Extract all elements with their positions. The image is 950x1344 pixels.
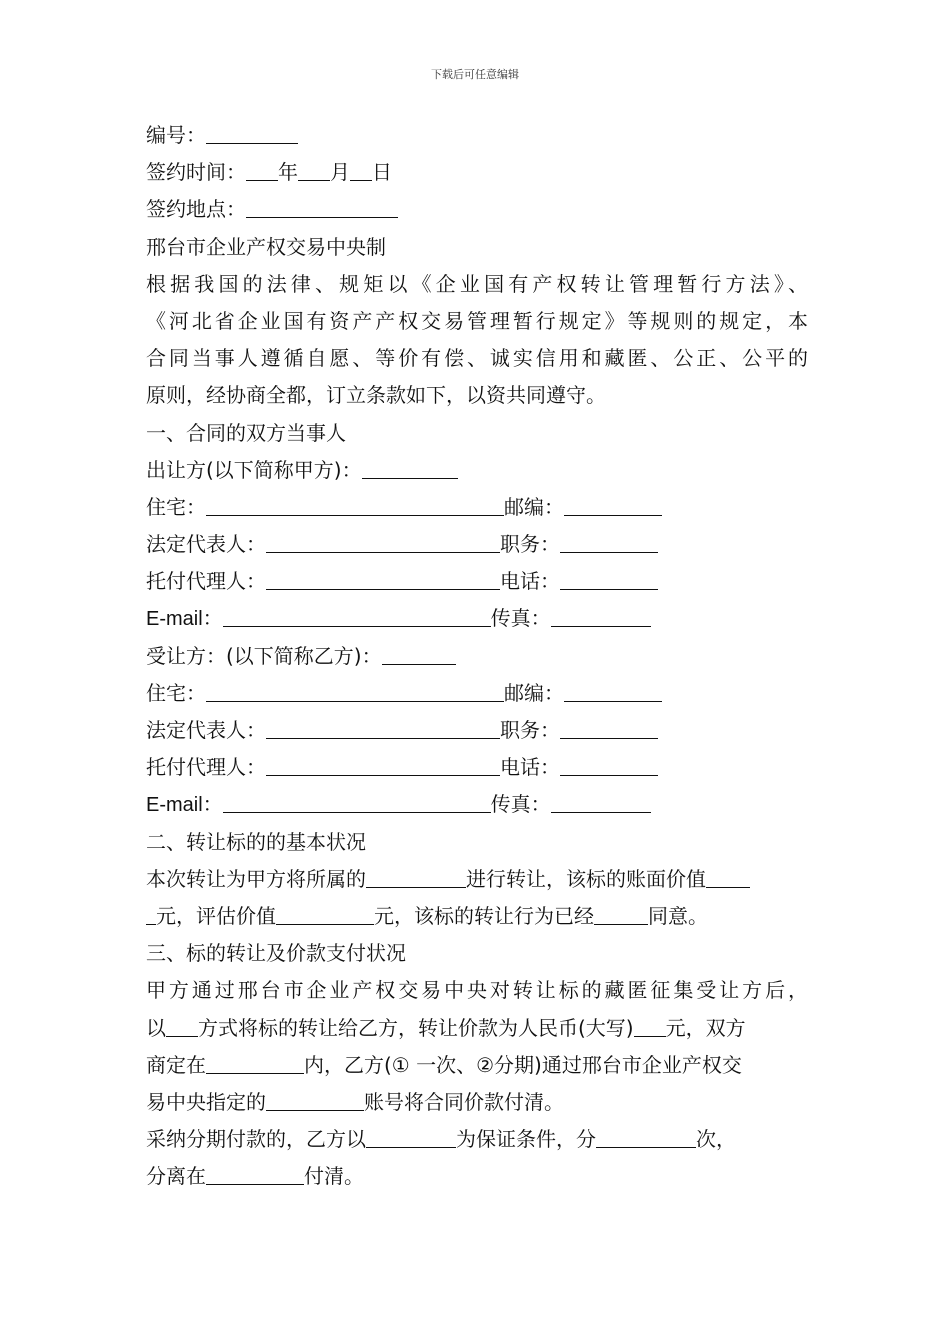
party-b-email-blank[interactable]: [223, 790, 491, 813]
installment-line-1: 采纳分期付款的，乙方以 为保证条件，分 次，: [146, 1127, 736, 1152]
transfer-object-blank[interactable]: [366, 865, 466, 888]
party-a-representative-blank[interactable]: [266, 530, 500, 553]
section-3-heading: 三、标的转让及价款支付状况: [146, 941, 406, 966]
guarantee-condition-blank[interactable]: [366, 1125, 456, 1148]
party-a-address-blank[interactable]: [206, 493, 504, 516]
party-b-address-line: 住宅： 邮编：: [146, 675, 808, 712]
contract-number-blank[interactable]: [206, 121, 298, 144]
book-value-blank[interactable]: [706, 865, 750, 888]
party-a-representative-line: 法定代表人： 职务：: [146, 526, 808, 563]
preamble-line-4: 原则，经协商全都，订立条款如下，以资共同遵守。: [146, 383, 606, 408]
transferee-blank[interactable]: [382, 642, 456, 665]
signing-place-blank[interactable]: [246, 195, 398, 218]
transfer-object-line-2: 元，评估价值 元，该标的转让行为已经 同意。: [146, 898, 808, 935]
month-blank[interactable]: [298, 158, 330, 181]
transferee-line: 受让方：(以下简称乙方)：: [146, 638, 808, 675]
party-b-fax-blank[interactable]: [551, 790, 651, 813]
preamble-line-2: 《河北省企业国有资产产权交易管理暂行规定》等规则的规定，本: [146, 308, 808, 333]
party-b-phone-blank[interactable]: [560, 753, 658, 776]
party-a-email-line: E-mail： 传真：: [146, 600, 808, 637]
party-b-address-blank[interactable]: [206, 679, 504, 702]
preamble-line-3: 合同当事人遵循自愿、等价有偿、诚实信用和藏匿、公正、公平的: [146, 346, 808, 371]
transfer-method-blank[interactable]: [166, 1014, 198, 1037]
account-blank[interactable]: [266, 1088, 364, 1111]
signing-date-line: 签约时间： 年 月 日: [146, 160, 392, 185]
party-b-position-blank[interactable]: [560, 716, 658, 739]
transfer-object-line-1: 本次转让为甲方将所属的 进行转让，该标的账面价值: [146, 861, 808, 898]
party-b-agent-line: 托付代理人： 电话：: [146, 749, 808, 786]
party-a-email-blank[interactable]: [223, 604, 491, 627]
installment-line-2: 分离在 付清。: [146, 1164, 364, 1189]
party-b-agent-blank[interactable]: [266, 753, 500, 776]
party-b-representative-blank[interactable]: [266, 716, 500, 739]
issuer-line: 邢台市企业产权交易中央制: [146, 234, 386, 259]
party-a-postcode-blank[interactable]: [564, 493, 662, 516]
book-value-blank-cont[interactable]: [146, 902, 156, 925]
party-b-email-line: E-mail： 传真：: [146, 786, 808, 823]
transferor-line: 出让方(以下简称甲方)：: [146, 452, 808, 489]
party-a-agent-line: 托付代理人： 电话：: [146, 563, 808, 600]
party-b-representative-line: 法定代表人： 职务：: [146, 712, 808, 749]
approval-authority-blank[interactable]: [594, 902, 648, 925]
payment-line-1: 甲方通过邢台市企业产权交易中央对转让标的藏匿征集受让方后，: [146, 978, 808, 1003]
contract-body: [146, 117, 808, 1195]
payment-period-blank[interactable]: [206, 1051, 304, 1074]
installment-deadline-blank[interactable]: [206, 1162, 304, 1185]
party-a-agent-blank[interactable]: [266, 567, 500, 590]
party-a-position-blank[interactable]: [560, 530, 658, 553]
payment-line-2: 以 方式将标的转让给乙方，转让价款为人民币(大写) 元，双方: [146, 1015, 746, 1040]
section-2-heading: 二、转让标的的基本状况: [146, 829, 366, 854]
party-a-phone-blank[interactable]: [560, 567, 658, 590]
preamble-line-1: 根据我国的法律、规矩以《企业国有产权转让管理暂行方法》、: [146, 271, 808, 296]
section-1-heading: 一、合同的双方当事人: [146, 420, 346, 445]
page-header-note: 下载后可任意编辑: [431, 68, 519, 81]
transferor-blank[interactable]: [362, 456, 458, 479]
party-a-fax-blank[interactable]: [551, 604, 651, 627]
price-amount-blank[interactable]: [634, 1014, 666, 1037]
payment-line-4: 易中央指定的 账号将合同价款付清。: [146, 1089, 564, 1114]
party-b-postcode-blank[interactable]: [564, 679, 662, 702]
payment-line-3: 商定在 内，乙方(① 一次、②分期)通过邢台市企业产权交: [146, 1052, 742, 1077]
contract-number-line: 编号：: [146, 117, 808, 154]
appraised-value-blank[interactable]: [276, 902, 374, 925]
day-blank[interactable]: [350, 158, 372, 181]
party-a-address-line: 住宅： 邮编：: [146, 489, 808, 526]
year-blank[interactable]: [246, 158, 278, 181]
signing-place-line: 签约地点：: [146, 191, 808, 228]
installment-count-blank[interactable]: [596, 1125, 696, 1148]
